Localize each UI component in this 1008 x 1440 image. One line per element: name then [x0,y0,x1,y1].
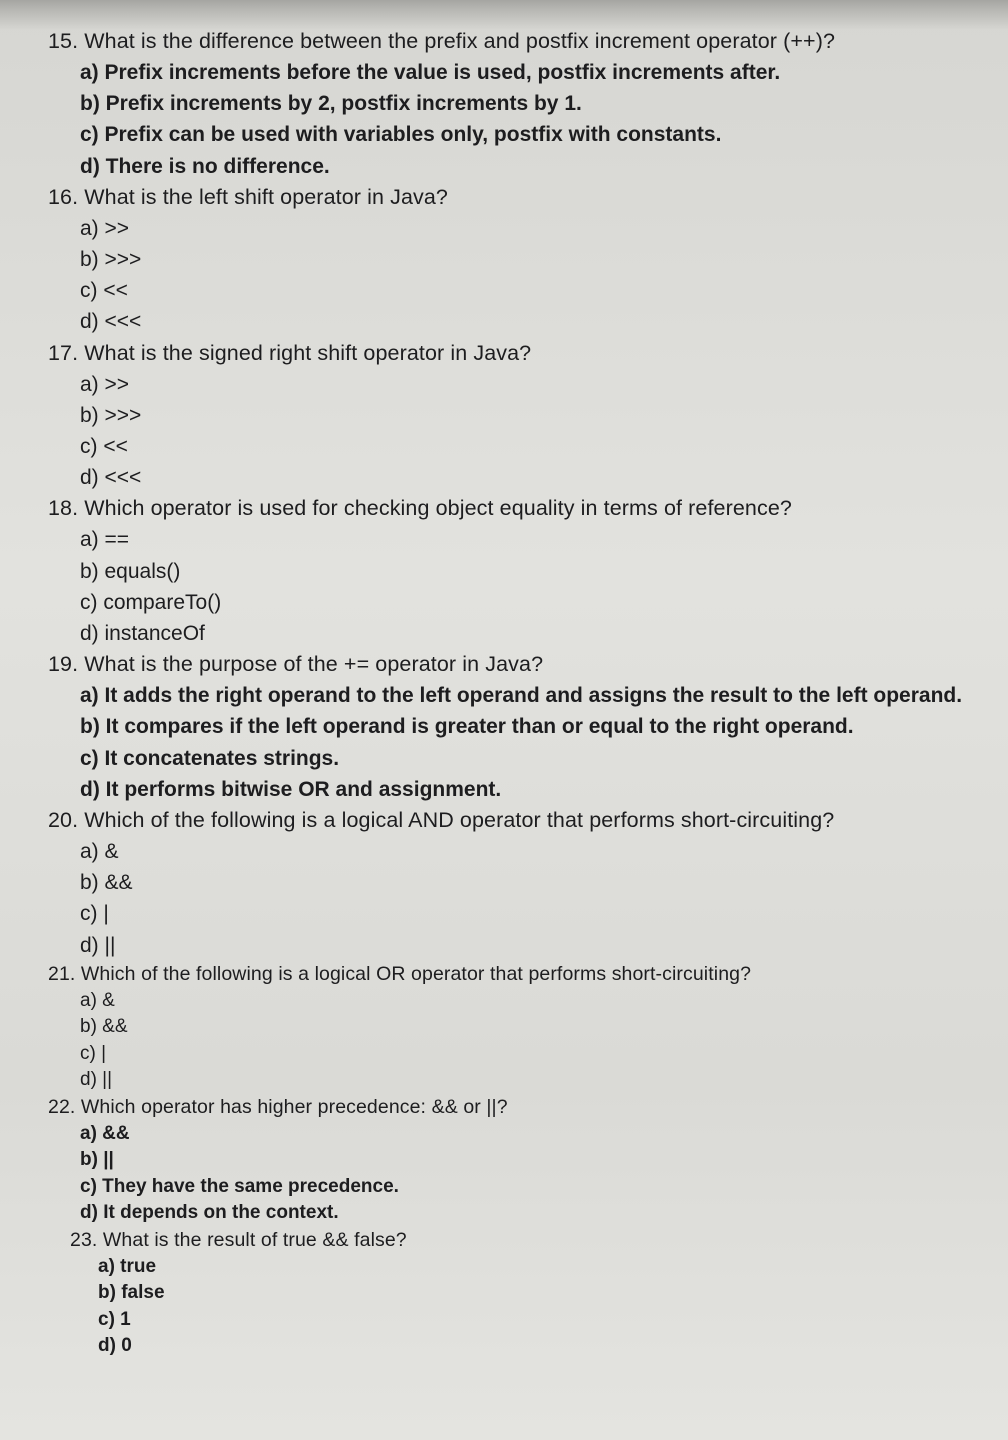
option-a: a) true [98,1255,157,1277]
option-d: d) It performs bitwise OR and assignment. [80,777,502,801]
option-b: b) Prefix increments by 2, postfix increments by 1. [80,92,582,116]
option-c: c) They have the same precedence. [80,1175,399,1197]
option-c: c) Prefix can be used with variables only, postfix with constants. [80,123,722,147]
option-c: c) << [80,279,128,303]
question-text: 22. Which operator has higher precedence: && or ||? [48,1095,508,1118]
option-d: d) It depends on the context. [80,1202,339,1224]
option-d: d) 0 [98,1335,132,1357]
question-text: 19. What is the purpose of the += operator in Java? [48,652,544,677]
option-a: a) Prefix increments before the value is used, postfix increments after. [80,61,781,84]
option-c: c) It concatenates strings. [80,746,340,770]
question-19 [48,649,993,805]
question-text: 17. What is the signed right shift operator in Java? [48,340,532,365]
question-15 [48,26,993,182]
question-text: 18. Which operator is used for checking object equality in terms of reference? [48,496,792,521]
question-21 [48,961,993,1094]
option-list [48,1121,993,1227]
option-d: d) || [80,1069,113,1091]
option-d: d) || [80,933,116,957]
option-list [48,524,993,649]
option-b: b) >>> [80,403,142,427]
option-list [48,213,993,338]
option-c: c) compareTo() [80,590,222,614]
option-c: c) | [80,902,109,926]
option-list [48,836,993,961]
option-list [48,369,993,494]
option-a: a) & [80,840,119,864]
option-list [48,680,993,805]
question-17 [48,338,993,494]
option-d: d) <<< [80,466,142,490]
question-20 [48,805,993,961]
question-16 [48,182,993,338]
question-text: 20. Which of the following is a logical AND operator that performs short-circuiting? [48,808,835,833]
question-18 [48,493,993,649]
question-text: 23. What is the result of true && false? [70,1228,407,1251]
option-d: d) instanceOf [80,622,205,646]
option-a: a) == [80,528,130,552]
option-list [48,1254,993,1360]
option-d: d) There is no difference. [80,154,330,178]
option-b: b) equals() [80,559,181,583]
option-list [48,988,993,1094]
question-text: 21. Which of the following is a logical OR operator that performs short-circuiting? [48,962,752,985]
question-text: 16. What is the left shift operator in Java? [48,184,448,209]
option-b: b) false [98,1282,165,1304]
option-a: a) & [80,989,115,1011]
option-c: c) | [80,1042,107,1064]
option-a: a) && [80,1122,130,1144]
option-d: d) <<< [80,310,142,334]
option-b: b) && [80,1016,128,1038]
option-list [48,57,993,182]
option-a: a) >> [80,372,130,396]
option-c: c) 1 [98,1308,131,1330]
option-b: b) It compares if the left operand is greater than or equal to the right operand. [80,715,854,739]
question-23 [48,1227,993,1360]
option-a: a) >> [80,216,130,240]
option-b: b) || [80,1149,114,1171]
option-b: b) && [80,871,133,895]
option-c: c) << [80,435,128,459]
question-22 [48,1094,993,1227]
question-sheet [48,26,993,1360]
question-text: 15. What is the difference between the prefix and postfix increment operator (++)? [48,29,836,53]
option-a: a) It adds the right operand to the left operand and assigns the result to the left operand. [80,684,963,708]
option-b: b) >>> [80,248,142,272]
